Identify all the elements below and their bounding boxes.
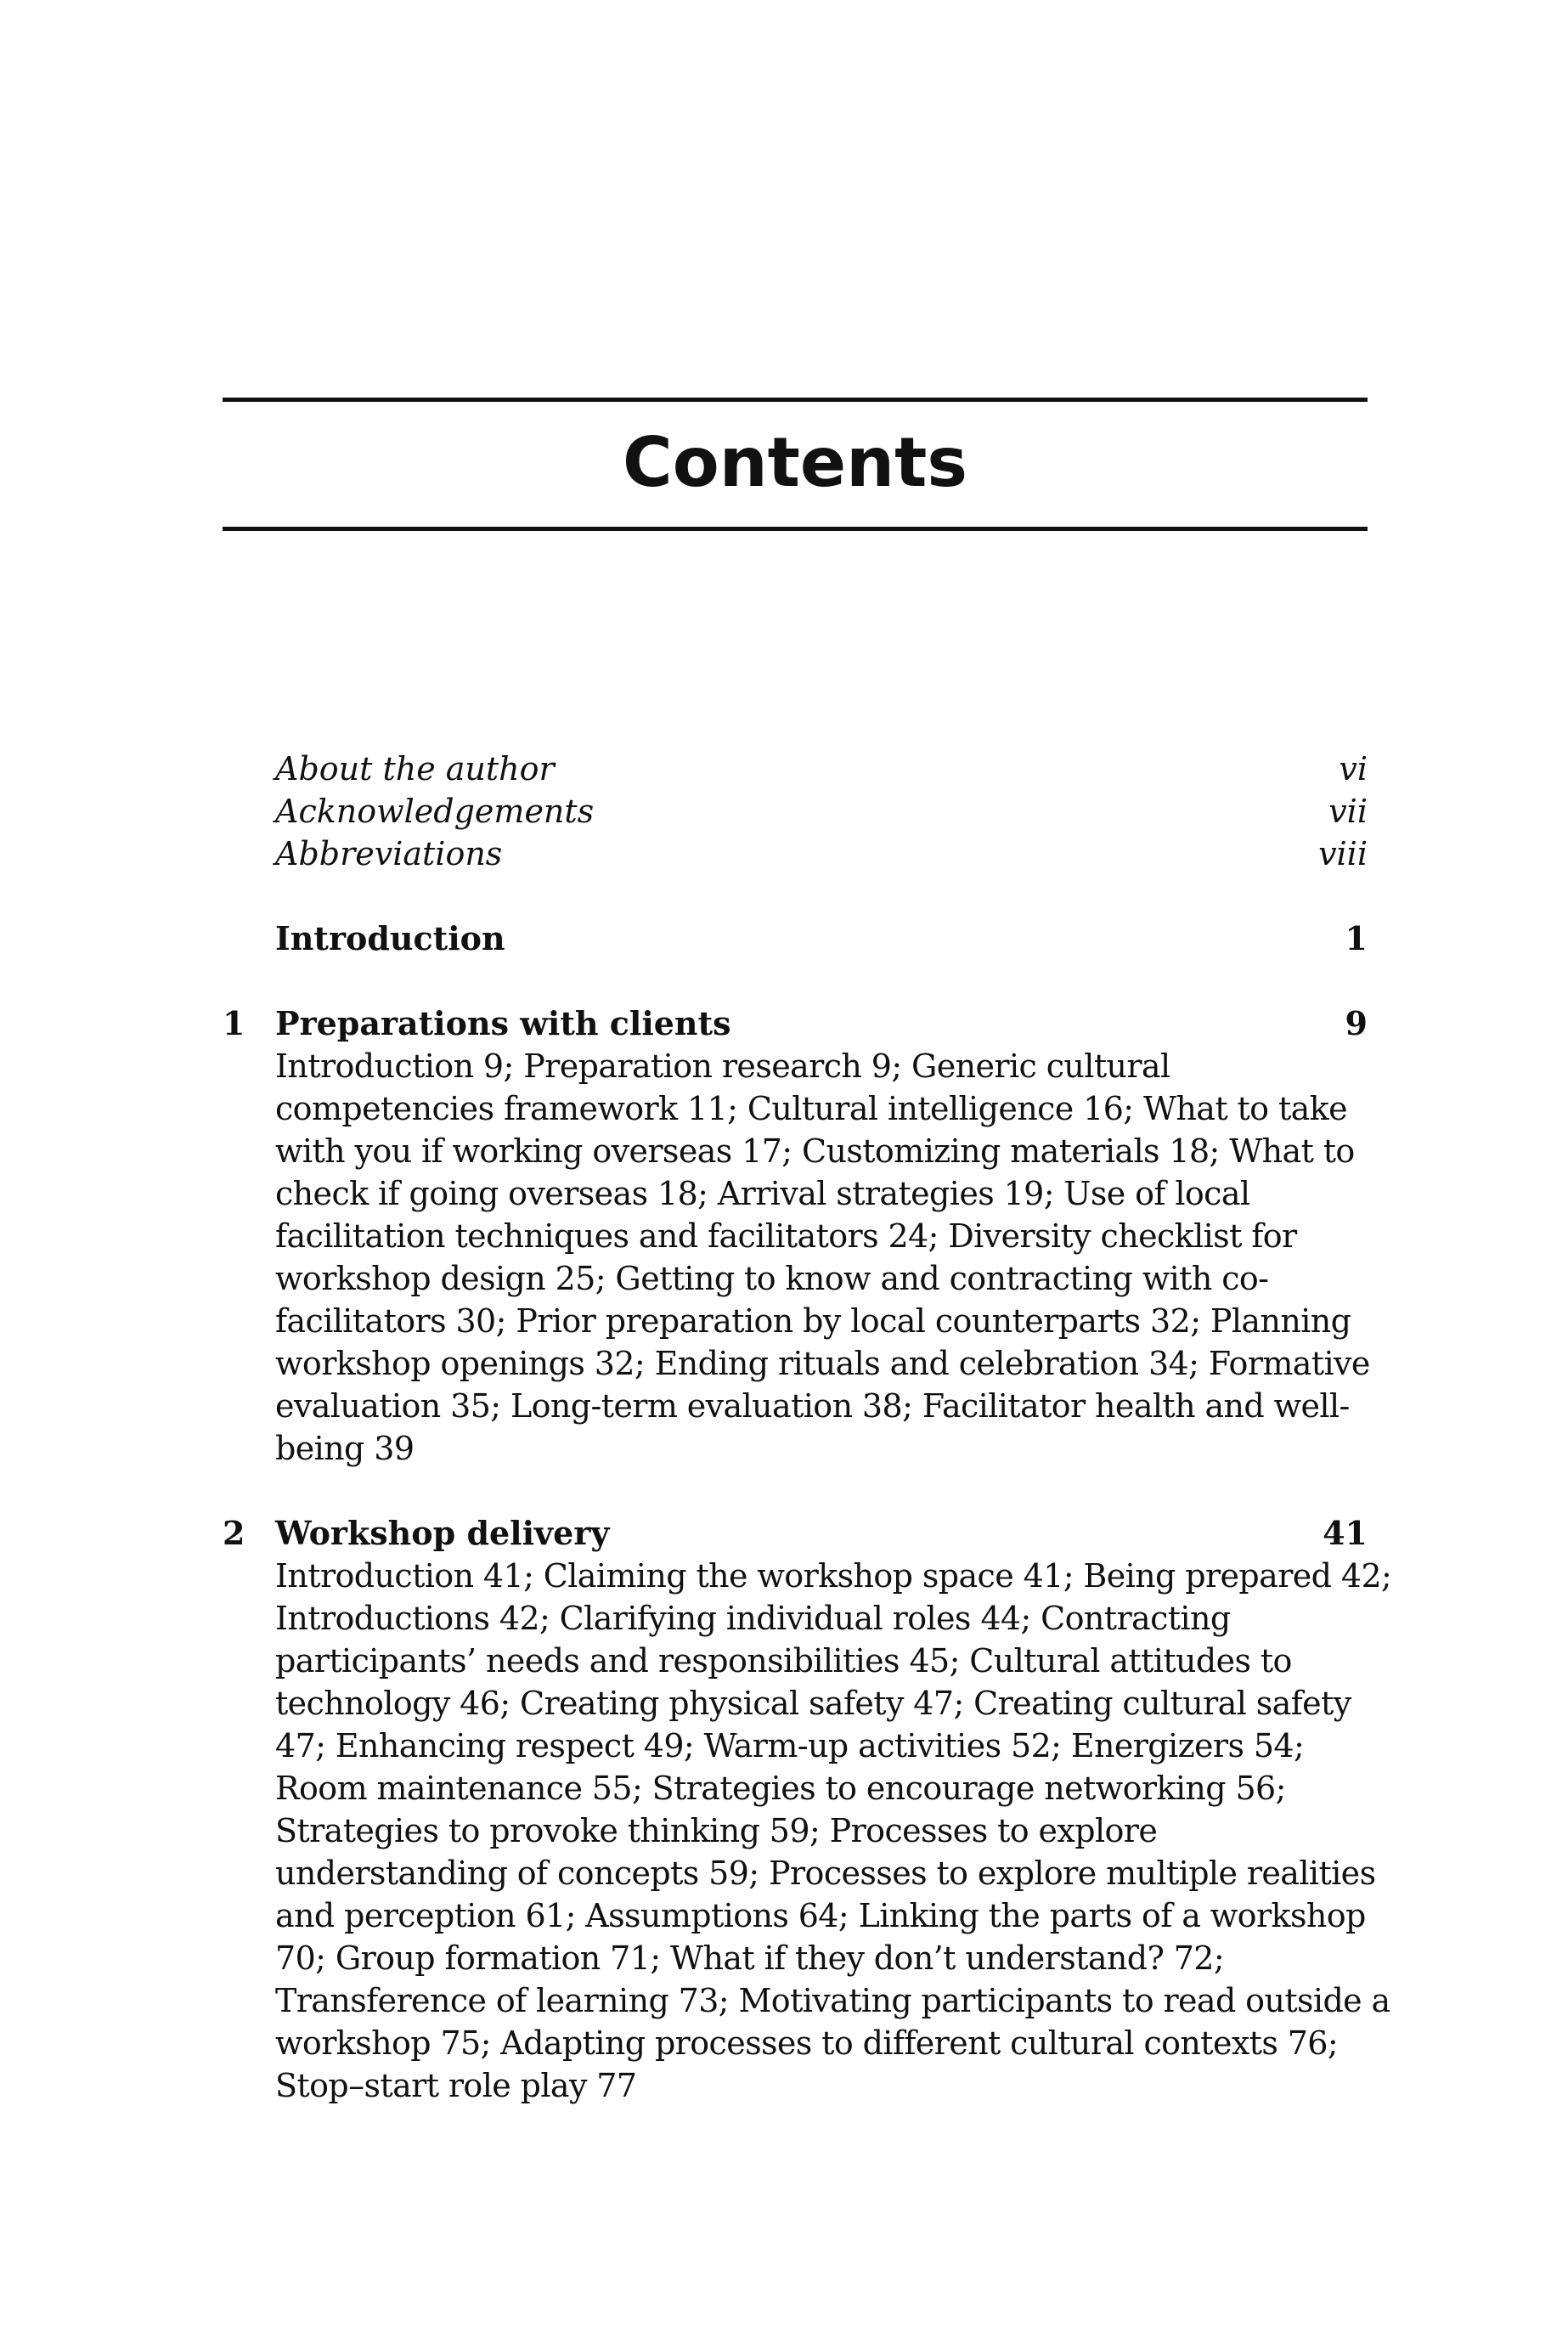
toc-entry-chapter-2[interactable] — [223, 1512, 1392, 2107]
chapter-description: Introduction 41; Claiming the workshop space 41; Being prepared 42; Introductions 42; Clarifying individual roles 44; Contracting participants’ needs and responsibilities 45; Cultural attitudes to technology 46; Creating physical safety 47; Creating cultural safety 47; Enhancing respect 49; Warm-up activities 52; Energizers 54; Room maintenance 55; Strategies to encourage networking 56; Strategies to provoke thinking 59; Processes to explore understanding of concepts 59; Processes to explore multiple realities and perception 61; Assumptions 64; Linking the parts of a workshop 70; Group formation 71; What if they don’t understand? 72; Transference of learning 73; Motivating participants to read outside a workshop 75; Adapting processes to different cultural contexts 76; Stop–start role play 77 — [275, 1557, 1392, 2104]
heading-rule-bottom — [223, 527, 1368, 531]
entry-heading — [223, 917, 1368, 960]
chapter-page: 41 — [1323, 1514, 1368, 1552]
entry-heading — [223, 1002, 1368, 1045]
toc-entry-page: vi — [1339, 750, 1368, 788]
heading-rule-top — [223, 398, 1368, 402]
toc-entry-title: Acknowledgements — [275, 793, 595, 830]
front-matter-list — [223, 748, 1368, 875]
chapter-title: Workshop delivery — [275, 1514, 610, 1552]
entry-page: 1 — [1345, 919, 1368, 957]
toc-entry-introduction[interactable] — [223, 917, 1368, 960]
toc-entry-acknowledgements[interactable] — [223, 790, 1368, 833]
chapter-number: 1 — [223, 1004, 245, 1042]
toc-entry-chapter-1[interactable] — [223, 1002, 1368, 1470]
chapter-number: 2 — [223, 1514, 245, 1552]
table-of-contents — [223, 748, 1392, 2107]
toc-entry-title: About the author — [275, 750, 555, 788]
toc-entry-abbreviations[interactable] — [223, 833, 1368, 875]
toc-entry-about-author[interactable] — [223, 748, 1368, 790]
chapter-description: Introduction 9; Preparation research 9; Generic cultural competencies framework 11; Cultural intelligence 16; What to take with you if working overseas 17; Customizing materials 18; What to check if going overseas 18; Arrival strategies 19; Use of local facilitation techniques and facilitators 24; Diversity checklist for workshop design 25; Getting to know and contracting with co-facilitators 30; Prior preparation by local counterparts 32; Planning workshop openings 32; Ending rituals and celebration 34; Formative evaluation 35; Long-term evaluation 38; Facilitator health and well-being 39 — [275, 1047, 1370, 1467]
chapter-title: Preparations with clients — [275, 1004, 731, 1042]
toc-entry-page: viii — [1318, 835, 1368, 872]
toc-entry-title: Abbreviations — [275, 835, 503, 872]
chapter-page: 9 — [1345, 1004, 1368, 1042]
page-title: Contents — [623, 423, 967, 502]
entry-heading — [223, 1512, 1368, 1555]
entry-title: Introduction — [275, 919, 505, 957]
toc-entry-page: vii — [1328, 793, 1368, 830]
